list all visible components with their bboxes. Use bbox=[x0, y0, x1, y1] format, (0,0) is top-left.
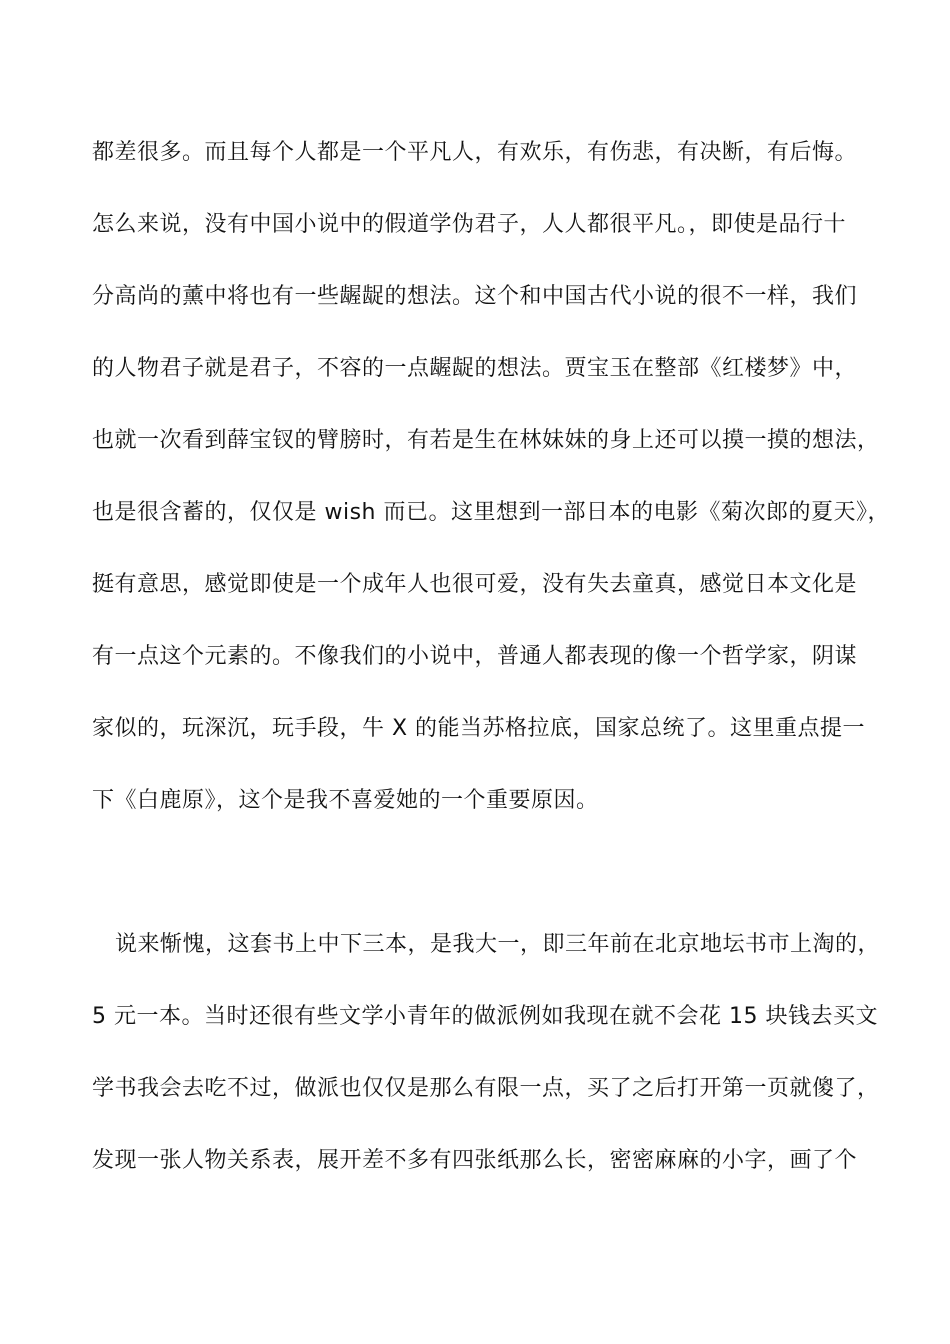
paragraph-1-line-1: 都差很多。而且每个人都是一个平凡人，有欢乐，有伤悲，有决断，有后悔。 bbox=[92, 140, 858, 165]
paragraph-2-line-1: 说来惭愧，这套书上中下三本，是我大一，即三年前在北京地坛书市上淘的， bbox=[115, 932, 881, 957]
paragraph-1-line-6: 也是很含蓄的，仅仅是 wish 而已。这里想到一部日本的电影《菊次郎的夏天》， bbox=[92, 500, 890, 525]
paragraph-2-line-3: 学书我会去吃不过，做派也仅仅是那么有限一点，买了之后打开第一页就傻了， bbox=[92, 1076, 880, 1101]
paragraph-1-line-10: 下《白鹿原》，这个是我不喜爱她的一个重要原因。 bbox=[92, 788, 599, 813]
paragraph-1-line-4: 的人物君子就是君子，不容的一点龌龊的想法。贾宝玉在整部《红楼梦》中， bbox=[92, 356, 858, 381]
paragraph-1-line-5: 也就一次看到薛宝钗的臂膀时，有若是生在林妹妹的身上还可以摸一摸的想法， bbox=[92, 428, 880, 453]
paragraph-2-line-4: 发现一张人物关系表，展开差不多有四张纸那么长，密密麻麻的小字，画了个 bbox=[92, 1148, 858, 1173]
paragraph-1-line-2: 怎么来说，没有中国小说中的假道学伪君子，人人都很平凡。，即使是品行十 bbox=[92, 212, 847, 237]
paragraph-2-line-2: 5 元一本。当时还很有些文学小青年的做派例如我现在就不会花 15 块钱去买文 bbox=[92, 1004, 878, 1029]
paragraph-1-line-8: 有一点这个元素的。不像我们的小说中，普通人都表现的像一个哲学家，阴谋 bbox=[92, 644, 858, 669]
paragraph-1-line-7: 挺有意思，感觉即使是一个成年人也很可爱，没有失去童真，感觉日本文化是 bbox=[92, 572, 858, 597]
paragraph-1-line-3: 分高尚的薰中将也有一些龌龊的想法。这个和中国古代小说的很不一样，我们 bbox=[92, 284, 858, 309]
paragraph-1-line-9: 家似的，玩深沉，玩手段，牛 X 的能当苏格拉底，国家总统了。这里重点提一 bbox=[92, 716, 866, 741]
